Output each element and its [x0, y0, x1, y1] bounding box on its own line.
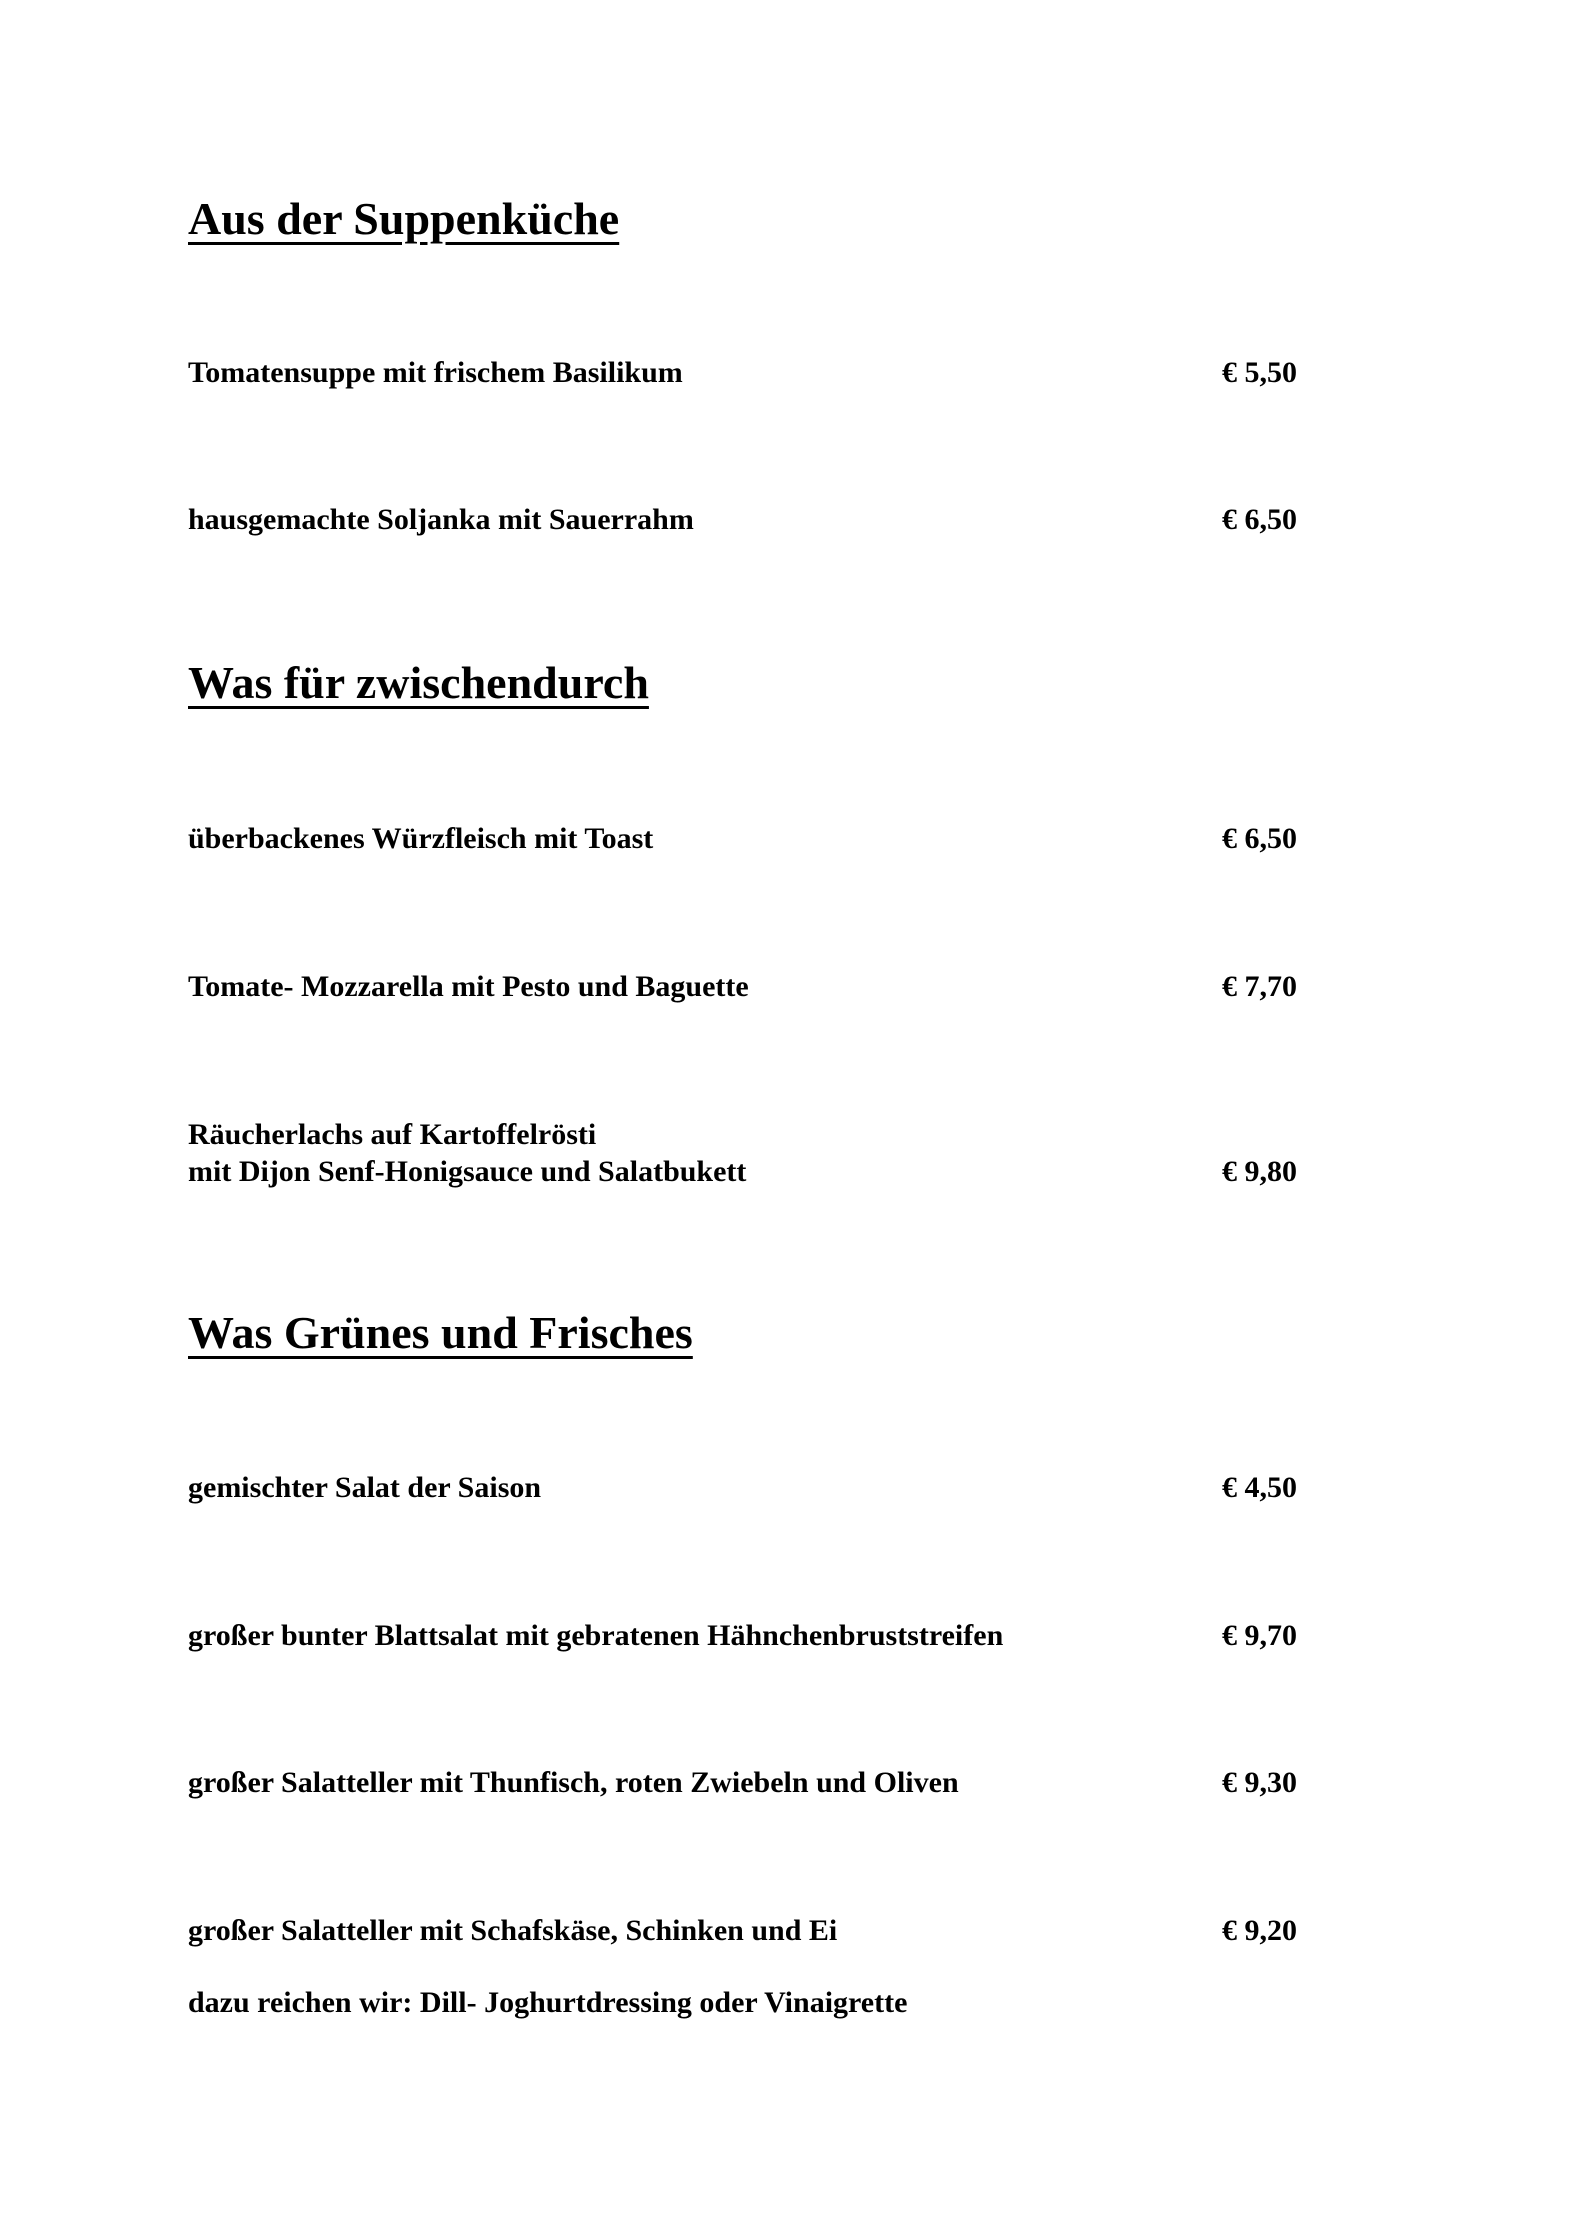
menu-item-name: hausgemachte Soljanka mit Sauerrahm [188, 503, 694, 536]
menu-item-price: € 6,50 [1222, 503, 1297, 536]
menu-item-price: € 4,50 [1222, 1471, 1297, 1504]
menu-item-price: € 9,30 [1222, 1766, 1297, 1799]
menu-item-name: großer Salatteller mit Schafskäse, Schinken und Ei [188, 1914, 838, 1947]
menu-item-price: € 9,70 [1222, 1619, 1297, 1652]
menu-item-price: € 9,20 [1222, 1914, 1297, 1947]
dressing-note: dazu reichen wir: Dill- Joghurtdressing oder Vinaigrette [188, 1986, 908, 2019]
section-title-zwischendurch: Was für zwischendurch [188, 657, 649, 708]
menu-item-price: € 7,70 [1222, 970, 1297, 1003]
menu-item-price: € 9,80 [1222, 1155, 1297, 1188]
section-title-suppenkueche: Aus der Suppenküche [188, 193, 620, 244]
menu-item-name-line1: Räucherlachs auf Kartoffelrösti [188, 1118, 597, 1151]
menu-item-name: Tomatensuppe mit frischem Basilikum [188, 356, 683, 389]
menu-item-name-line2: mit Dijon Senf-Honigsauce und Salatbukett [188, 1155, 747, 1188]
menu-item-name: Tomate- Mozzarella mit Pesto und Baguette [188, 970, 749, 1003]
menu-item-name: großer Salatteller mit Thunfisch, roten Zwiebeln und Oliven [188, 1766, 959, 1799]
menu-item-price: € 5,50 [1222, 356, 1297, 389]
menu-item-name: gemischter Salat der Saison [188, 1471, 542, 1504]
menu-item-name: überbackenes Würzfleisch mit Toast [188, 822, 654, 855]
section-title-gruenes: Was Grünes und Frisches [188, 1307, 693, 1358]
menu-item-price: € 6,50 [1222, 822, 1297, 855]
menu-item-name: großer bunter Blattsalat mit gebratenen Hähnchenbruststreifen [188, 1619, 1004, 1652]
